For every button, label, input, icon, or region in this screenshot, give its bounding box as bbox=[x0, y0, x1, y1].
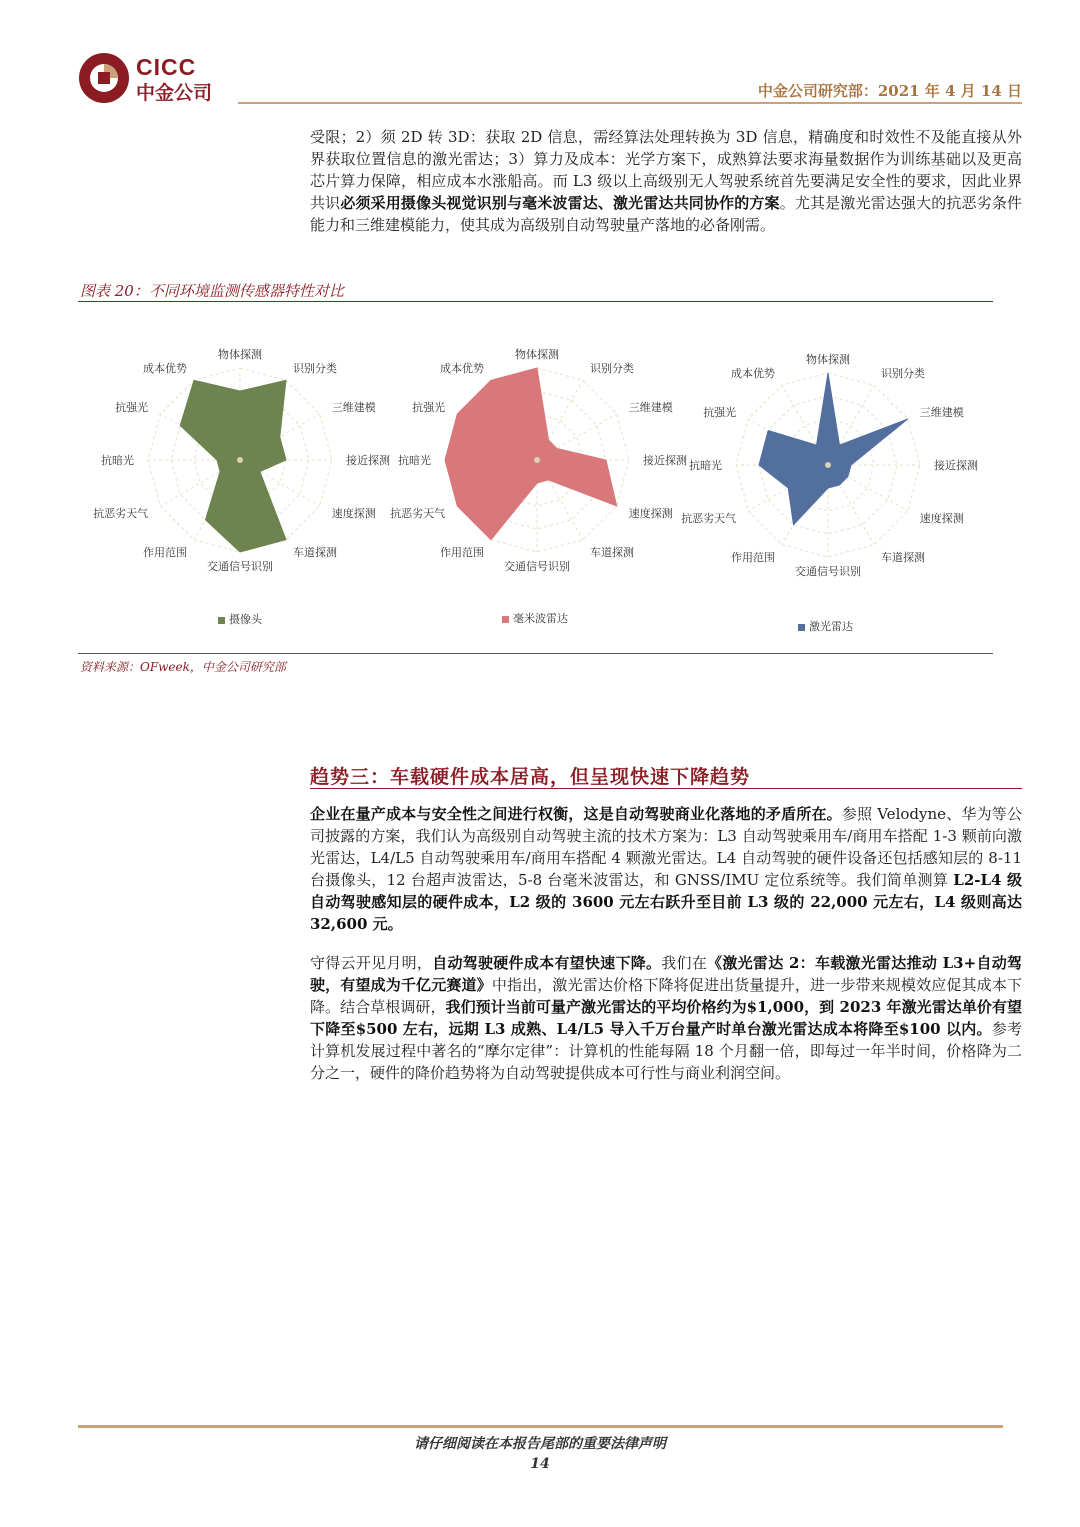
header-rule bbox=[238, 102, 1022, 104]
radar-axis-label: 物体探测 bbox=[515, 348, 559, 361]
radar-axis-label: 抗强光 bbox=[115, 401, 149, 414]
section-title: 趋势三：车载硬件成本居高，但呈现快速下降趋势 bbox=[310, 766, 751, 788]
radar-axis-label: 接近探测 bbox=[934, 459, 978, 472]
logo-text-zhongjin: 中金公司 bbox=[136, 83, 213, 104]
legend-label-lidar: 激光雷达 bbox=[809, 620, 853, 633]
radar-axis-label: 识别分类 bbox=[293, 362, 337, 376]
text-segment: 守得云开见月明， bbox=[310, 954, 433, 972]
text-segment: 《激光雷达 2：车载激光雷达推动 L3+自动驾驶，有望成为千亿元赛道》 bbox=[310, 954, 1022, 994]
paragraph-cost-decline bbox=[310, 952, 1022, 1084]
radar-axis-label: 作用范围 bbox=[143, 545, 187, 559]
legend-swatch-camera bbox=[218, 617, 225, 624]
radar-axis-label: 接近探测 bbox=[643, 454, 687, 467]
radar-axis-label: 车道探测 bbox=[293, 545, 337, 559]
legend-swatch-lidar bbox=[798, 624, 805, 631]
radar-axis-label: 抗暗光 bbox=[101, 454, 134, 467]
figure-source: 资料来源：OFweek，中金公司研究部 bbox=[80, 660, 286, 674]
radar-axis-label: 抗恶劣天气 bbox=[93, 507, 149, 520]
radar-center bbox=[825, 462, 831, 468]
radar-axis-label: 抗暗光 bbox=[398, 454, 431, 467]
header-date: 中金公司研究部：2021 年 4 月 14 日 bbox=[757, 82, 1022, 100]
section-rule bbox=[310, 788, 1022, 789]
cicc-logo-mark-icon bbox=[78, 52, 130, 104]
text-segment: 受限；2）须 2D 转 3D：获取 2D 信息，需经算法处理转换为 3D 信息，精确度和时效性不及能直接从外界获取位置信息的激光雷达；3）算力及成本：光学方案下，成熟算法要求海量数据作为训练基础以及更高芯片算力保障，相应成本水涨船高。而 L3 级以上高级别无人驾驶系统首先要满足安全性的要求，因此业界共识 bbox=[310, 128, 1022, 212]
radar-axis-label: 抗强光 bbox=[412, 401, 446, 414]
radar-axis-label: 成本优势 bbox=[143, 362, 187, 376]
radar-center bbox=[237, 457, 243, 463]
radar-axis-label: 车道探测 bbox=[881, 550, 925, 564]
text-segment: 自动驾驶硬件成本有望快速下降。 bbox=[432, 954, 662, 972]
radar-center bbox=[534, 457, 540, 463]
figure-bottom-rule bbox=[78, 653, 993, 654]
radar-axis-label: 抗强光 bbox=[703, 406, 737, 419]
radar-axis-label: 三维建模 bbox=[331, 401, 376, 414]
text-segment: 我们预计当前可量产激光雷达的平均价格约为$1,000，到 2023 年激光雷达单价有望下降至$500 左右，远期 L3 成熟、L4/L5 导入千万台量产时单台激光雷达成本将降至$100 以内。 bbox=[310, 998, 1022, 1038]
radar-axis-label: 物体探测 bbox=[806, 353, 850, 366]
radar-axis-label: 接近探测 bbox=[346, 454, 390, 467]
legend-lidar bbox=[798, 618, 853, 634]
text-segment: 参照 Velodyne、华为等公司披露的方案，我们认为高级别自动驾驶主流的技术方案为：L3 自动驾驶乘用车/商用车搭配 1-3 颗前向激光雷达，L4/L5 自动驾驶乘用车/商用车搭配 4 颗激光雷达。L4 自动驾驶的硬件设备还包括感知层的 8-11 台摄像头，12 台超声波雷达，5-8 台毫米波雷达，和 GNSS/IMU 定位系统等。我们简单测算 bbox=[310, 805, 1022, 889]
legend-label-camera: 摄像头 bbox=[229, 613, 262, 626]
text-segment: L2-L4 级自动驾驶感知层的硬件成本，L2 级的 3600 元左右跃升至目前 L3 级的 22,000 元左右，L4 级则高达 32,600 元。 bbox=[310, 871, 1023, 933]
legend-mmwave bbox=[502, 610, 568, 626]
logo-text-cicc: CICC bbox=[136, 54, 197, 80]
radar-axis-label: 抗暗光 bbox=[689, 459, 722, 472]
intro-paragraph bbox=[310, 126, 1022, 236]
radar-axis-label: 三维建模 bbox=[919, 406, 964, 419]
figure-top-rule bbox=[78, 301, 993, 302]
radar-series-area bbox=[445, 368, 617, 540]
radar-axis-label: 车道探测 bbox=[590, 545, 634, 559]
footer-rule bbox=[78, 1425, 1003, 1428]
radar-axis-label: 交通信号识别 bbox=[504, 560, 570, 573]
radar-chart-camera bbox=[90, 340, 390, 590]
radar-chart-lidar bbox=[678, 345, 978, 595]
text-segment: 企业在量产成本与安全性之间进行权衡，这是自动驾驶商业化落地的矛盾所在。 bbox=[310, 805, 842, 823]
footer-legal-note: 请仔细阅读在本报告尾部的重要法律声明 bbox=[414, 1436, 666, 1452]
radar-axis-label: 识别分类 bbox=[590, 362, 634, 376]
text-segment: 。尤其是激光雷达强大的抗恶劣条件能力和三维建模能力，使其成为高级别自动驾驶量产落地的必备刚需。 bbox=[310, 194, 1022, 234]
radar-chart-mmwave bbox=[387, 340, 687, 590]
radar-axis-label: 成本优势 bbox=[440, 362, 484, 376]
paragraph-cost-tradeoff bbox=[310, 803, 1022, 935]
radar-axis-label: 抗恶劣天气 bbox=[390, 507, 446, 520]
cicc-logo bbox=[78, 52, 228, 104]
radar-axis-label: 速度探测 bbox=[919, 512, 964, 525]
radar-axis-label: 识别分类 bbox=[881, 367, 925, 381]
text-segment: 我们在 bbox=[661, 954, 708, 972]
radar-axis-label: 速度探测 bbox=[331, 507, 376, 520]
radar-axis-label: 抗恶劣天气 bbox=[681, 512, 737, 525]
radar-axis-label: 成本优势 bbox=[731, 367, 775, 381]
text-segment: 必须采用摄像头视觉识别与毫米波雷达、激光雷达共同协作的方案 bbox=[340, 194, 780, 212]
radar-series-area bbox=[180, 380, 286, 552]
radar-axis-label: 三维建模 bbox=[628, 401, 673, 414]
text-segment: 中指出，激光雷达价格下降将促进出货量提升，进一步带来规模效应促其成本下降。结合草根调研， bbox=[310, 976, 1022, 1016]
radar-axis-label: 速度探测 bbox=[628, 507, 673, 520]
legend-camera bbox=[218, 611, 262, 627]
radar-axis-label: 交通信号识别 bbox=[207, 560, 273, 573]
page-number: 14 bbox=[530, 1456, 550, 1472]
legend-label-mmwave: 毫米波雷达 bbox=[513, 612, 568, 625]
figure-title: 图表 20：不同环境监测传感器特性对比 bbox=[80, 282, 344, 300]
radar-axis-label: 作用范围 bbox=[731, 550, 775, 564]
radar-axis-label: 物体探测 bbox=[218, 348, 262, 361]
radar-axis-label: 交通信号识别 bbox=[795, 565, 861, 578]
radar-axis-label: 作用范围 bbox=[440, 545, 484, 559]
text-segment: 参考计算机发展过程中著名的“摩尔定律”：计算机的性能每隔 18 个月翻一倍，即每过一年半时间，价格降为二分之一，硬件的降价趋势将为自动驾驶提供成本可行性与商业利润空间。 bbox=[310, 1020, 1022, 1082]
legend-swatch-mmwave bbox=[502, 616, 509, 623]
